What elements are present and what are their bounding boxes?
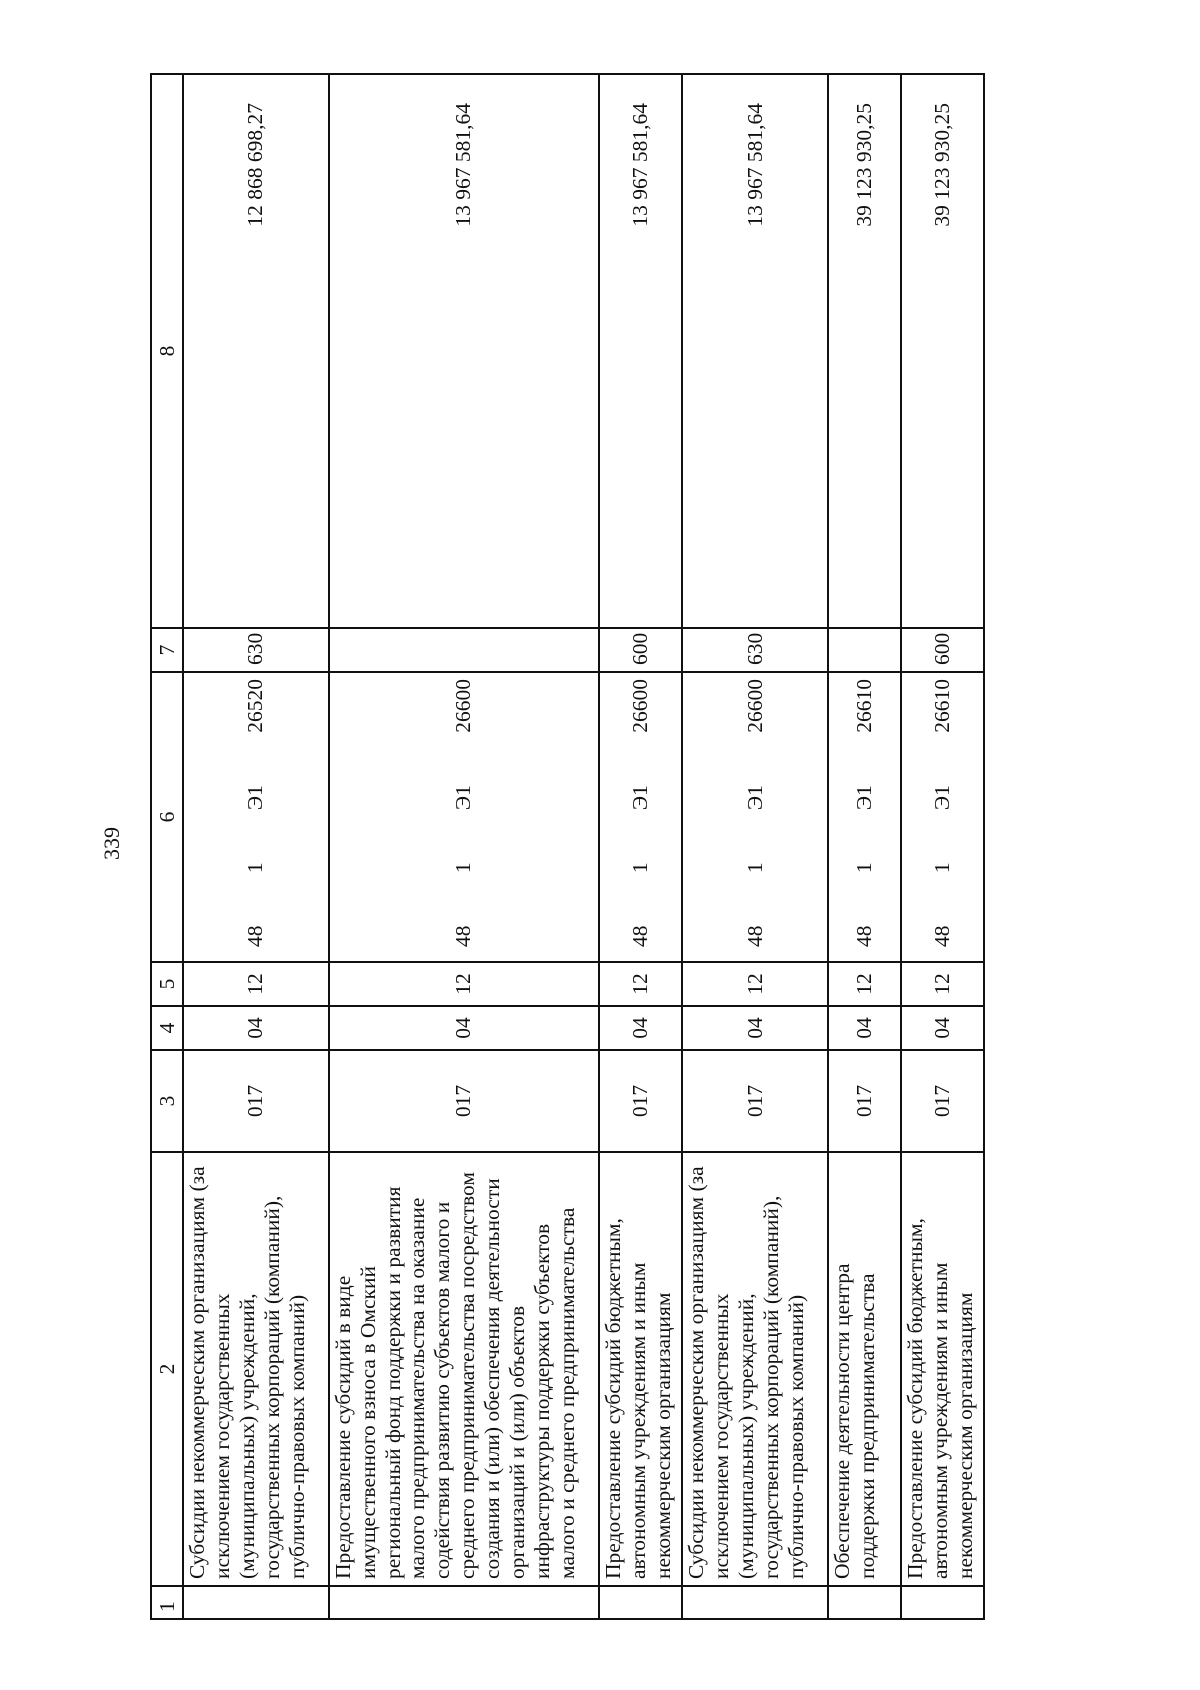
subprogram-code: 1 <box>243 862 268 874</box>
section-cell: 04 <box>329 1006 599 1050</box>
target-article-cell <box>901 672 984 962</box>
amount-cell: 13 967 581,64 <box>329 74 599 628</box>
description-cell: Обеспечение деятельности центра поддержки предпринимательства <box>828 1152 901 1586</box>
target-article-cell <box>329 672 599 962</box>
column-header-6: 6 <box>151 672 183 962</box>
rotated-page-content <box>150 75 985 1620</box>
expense-type-cell: 630 <box>183 628 329 672</box>
table-row <box>329 74 599 1619</box>
row-number-cell <box>682 1586 828 1619</box>
event-code: Э1 <box>929 785 954 811</box>
subsection-cell: 12 <box>183 962 329 1006</box>
admin-code-cell: 017 <box>599 1050 682 1152</box>
row-number-cell <box>599 1586 682 1619</box>
subsection-cell: 12 <box>599 962 682 1006</box>
table-row <box>599 74 682 1619</box>
column-header-8: 8 <box>151 74 183 628</box>
program-code: 48 <box>243 925 268 947</box>
direction-code: 26610 <box>929 679 954 733</box>
event-code: Э1 <box>742 785 767 811</box>
event-code: Э1 <box>851 785 876 811</box>
subsection-cell: 12 <box>901 962 984 1006</box>
expense-type-cell: 600 <box>901 628 984 672</box>
section-cell: 04 <box>183 1006 329 1050</box>
admin-code-cell: 017 <box>183 1050 329 1152</box>
amount-cell: 39 123 930,25 <box>828 74 901 628</box>
target-article-cell <box>828 672 901 962</box>
table-row <box>682 74 828 1619</box>
amount-cell: 39 123 930,25 <box>901 74 984 628</box>
target-article-cell <box>599 672 682 962</box>
direction-code: 26610 <box>851 679 876 733</box>
column-header-3: 3 <box>151 1050 183 1152</box>
amount-cell: 12 868 698,27 <box>183 74 329 628</box>
expense-type-cell <box>828 628 901 672</box>
table-row <box>828 74 901 1619</box>
subsection-cell: 12 <box>329 962 599 1006</box>
admin-code-cell: 017 <box>901 1050 984 1152</box>
amount-cell: 13 967 581,64 <box>599 74 682 628</box>
amount-cell: 13 967 581,64 <box>682 74 828 628</box>
direction-code: 26600 <box>742 679 767 733</box>
column-header-2: 2 <box>151 1152 183 1586</box>
program-code: 48 <box>742 925 767 947</box>
subsection-cell: 12 <box>828 962 901 1006</box>
section-cell: 04 <box>901 1006 984 1050</box>
column-header-1: 1 <box>151 1586 183 1619</box>
row-number-cell <box>183 1586 329 1619</box>
column-header-4: 4 <box>151 1006 183 1050</box>
column-header-7: 7 <box>151 628 183 672</box>
program-code: 48 <box>628 925 653 947</box>
description-cell: Предоставление субсидий бюджетным, автономным учреждениям и иным некоммерческим организациям <box>599 1152 682 1586</box>
subprogram-code: 1 <box>742 862 767 874</box>
expense-type-cell: 630 <box>682 628 828 672</box>
direction-code: 26600 <box>451 679 476 733</box>
description-cell: Предоставление субсидий бюджетным, автономным учреждениям и иным некоммерческим организациям <box>901 1152 984 1586</box>
subsection-cell: 12 <box>682 962 828 1006</box>
admin-code-cell: 017 <box>828 1050 901 1152</box>
direction-code: 26520 <box>243 679 268 733</box>
event-code: Э1 <box>451 785 476 811</box>
program-code: 48 <box>929 925 954 947</box>
table-row <box>183 74 329 1619</box>
subprogram-code: 1 <box>628 862 653 874</box>
header-row <box>151 74 183 1619</box>
target-article-cell <box>183 672 329 962</box>
direction-code: 26600 <box>628 679 653 733</box>
budget-table <box>150 73 985 1620</box>
expense-type-cell <box>329 628 599 672</box>
subprogram-code: 1 <box>451 862 476 874</box>
column-header-5: 5 <box>151 962 183 1006</box>
program-code: 48 <box>851 925 876 947</box>
row-number-cell <box>329 1586 599 1619</box>
program-code: 48 <box>451 925 476 947</box>
description-cell: Предоставление субсидий в виде имущественного взноса в Омский региональный фонд поддержки и развития малого предпринимательства на оказание содействия развитию субъектов малого и среднего предпринимательства посредством создания и (или) обеспечения деятельности организаций и (или) объектов инфраструктуры поддержки субъектов малого и среднего предпринимательства <box>329 1152 599 1586</box>
description-cell: Субсидии некоммерческим организациям (за исключением государственных (муниципальных) учреждений, государственных корпораций (компаний), публично-правовых компаний) <box>183 1152 329 1586</box>
page-number: 339 <box>99 827 124 860</box>
section-cell: 04 <box>599 1006 682 1050</box>
subprogram-code: 1 <box>929 862 954 874</box>
event-code: Э1 <box>243 785 268 811</box>
description-cell: Субсидии некоммерческим организациям (за исключением государственных (муниципальных) учреждений, государственных корпораций (компаний), публично-правовых компаний) <box>682 1152 828 1586</box>
row-number-cell <box>901 1586 984 1619</box>
row-number-cell <box>828 1586 901 1619</box>
admin-code-cell: 017 <box>682 1050 828 1152</box>
section-cell: 04 <box>682 1006 828 1050</box>
table-row <box>901 74 984 1619</box>
subprogram-code: 1 <box>851 862 876 874</box>
target-article-cell <box>682 672 828 962</box>
expense-type-cell: 600 <box>599 628 682 672</box>
section-cell: 04 <box>828 1006 901 1050</box>
admin-code-cell: 017 <box>329 1050 599 1152</box>
event-code: Э1 <box>628 785 653 811</box>
